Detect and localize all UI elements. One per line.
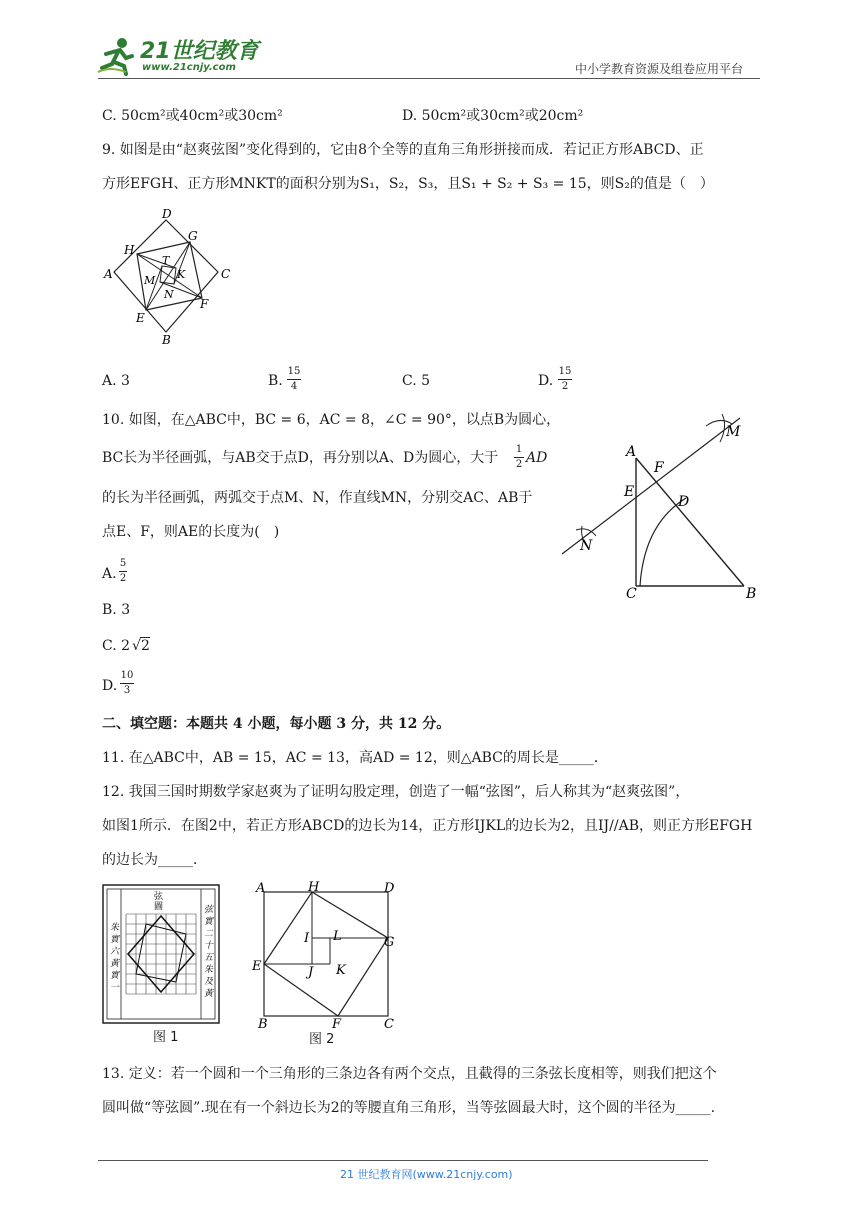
svg-text:及: 及	[204, 977, 214, 987]
label-h: H	[308, 880, 320, 895]
label-k: K	[336, 963, 346, 978]
square-abcd	[264, 892, 388, 1016]
q9-option-a: A. 3	[102, 373, 130, 389]
figure2-caption: 图 2	[309, 1032, 335, 1047]
label-j: J	[308, 965, 314, 980]
label-h: H	[124, 243, 135, 257]
label-l: L	[333, 929, 342, 944]
label-c: C	[384, 1017, 394, 1032]
label-c: C	[221, 267, 231, 281]
figure1-left-label	[110, 922, 121, 993]
q10-option-b: B. 3	[102, 602, 131, 618]
q9-stem-line1: 9. 如图是由“赵爽弦图”变化得到的，它由8个全等的直角三角形拼接而成．若记正方形ABCD、正	[102, 142, 704, 158]
svg-text:實: 實	[204, 917, 214, 927]
label-n: N	[164, 288, 174, 301]
q12-figure2	[250, 880, 410, 1032]
q13-stem-line2: 圆叫做“等弦圆”.现在有一个斜边长为2的等腰直角三角形，当等弦圆最大时，这个圆的半径为_____.	[102, 1100, 716, 1116]
side-ab	[636, 458, 744, 586]
line-mn	[562, 418, 740, 554]
fraction-numerator: 10	[120, 670, 134, 681]
fraction-denominator: 3	[123, 685, 131, 696]
char: 圖	[154, 902, 164, 912]
header-divider	[98, 78, 760, 79]
q12-stem-line1: 12. 我国三国时期数学家赵爽为了证明勾股定理，创造了一幅“弦图”，后人称其为“赵爽弦图”，	[102, 784, 690, 800]
char: 弦	[154, 892, 164, 902]
text-segment: BC长为半径画弧，与AB交于点D，再分别以A、D为圆心，大于	[102, 450, 499, 466]
label-e: E	[252, 959, 262, 974]
logo	[96, 34, 266, 78]
label-m: M	[144, 274, 156, 287]
option-letter: A.	[102, 566, 117, 582]
arc-cd	[640, 498, 686, 586]
q10-stem-line1: 10. 如图，在△ABC中，BC = 6，AC = 8，∠C = 90°，以点B为圆心，	[102, 412, 561, 428]
runner-icon	[96, 36, 136, 76]
inner-square	[136, 924, 186, 982]
q10-figure	[556, 408, 766, 604]
svg-text:二: 二	[204, 929, 214, 939]
q9-option-c: C. 5	[402, 373, 431, 389]
q9-stem-line2: 方形EFGH、正方形MNKT的面积分别为S₁，S₂，S₃，且S₁ + S₂ + S₃ = 15，则S₂的值是（ ）	[102, 176, 714, 192]
q10-stem-line4: 点E、F，则AE的长度为( )	[102, 524, 280, 540]
footer-divider	[98, 1160, 708, 1161]
label-i: I	[304, 931, 310, 946]
grid	[126, 914, 196, 994]
option-letter: D.	[102, 678, 118, 694]
svg-text:黃: 黃	[204, 989, 214, 999]
fraction-bar	[558, 379, 572, 380]
svg-text:黃: 黃	[110, 959, 120, 969]
logo-url: www.21cnjy.com	[142, 62, 236, 73]
label-t: T	[162, 254, 170, 267]
label-f: F	[200, 297, 209, 311]
figure1-right-label	[204, 904, 215, 999]
svg-text:一: 一	[110, 983, 120, 993]
svg-text:朱: 朱	[204, 965, 214, 975]
svg-text:實: 實	[110, 935, 120, 945]
option-letter: D.	[538, 373, 554, 389]
figure1-caption: 图 1	[153, 1030, 179, 1045]
label-d: D	[384, 881, 395, 896]
svg-text:實: 實	[110, 971, 120, 981]
label-b: B	[258, 1017, 268, 1032]
fraction-numerator: 1	[515, 444, 523, 455]
fraction-bar	[287, 379, 301, 380]
q12-stem-line2: 如图1所示．在图2中，若正方形ABCD的边长为14，正方形IJKL的边长为2，且IJ//AB，则正方形EFGH	[102, 818, 753, 834]
label-n: N	[580, 538, 593, 554]
fraction-denominator: 4	[290, 381, 298, 392]
label-e: E	[136, 311, 145, 325]
leg-line	[146, 266, 162, 310]
svg-text:五: 五	[204, 953, 214, 963]
platform-name: 中小学教育资源及组卷应用平台	[575, 62, 744, 76]
option-letter: B.	[268, 373, 283, 389]
q10-stem-line3: 的长为半径画弧，两弧交于点M、N，作直线MN，分别交AC、AB于	[102, 490, 533, 506]
label-d: D	[678, 494, 690, 510]
q8-option-c: C. 50cm²或40cm²或30cm²	[102, 108, 283, 124]
q12-figure1	[102, 884, 222, 1024]
label-f: F	[332, 1017, 342, 1032]
fraction-denominator: 2	[515, 459, 523, 470]
q13-stem-line1: 13. 定义：若一个圆和一个三角形的三条边各有两个交点，且截得的三条弦长度相等，则我们把这个	[102, 1066, 717, 1082]
svg-text:弦: 弦	[204, 905, 214, 915]
option-letter: C. 2	[102, 638, 131, 654]
label-a: A	[626, 444, 637, 460]
radical-sign: √	[132, 638, 141, 654]
label-g: G	[188, 229, 198, 243]
text-segment: AD	[526, 450, 548, 466]
fraction-bar	[514, 457, 524, 458]
label-a: A	[256, 881, 266, 896]
radicand: 2	[141, 638, 150, 654]
section-title: 二、填空题：本题共 4 小题，每小题 3 分，共 12 分。	[102, 716, 451, 732]
label-g: G	[384, 935, 395, 950]
fraction-bar	[120, 683, 134, 684]
q9-figure	[100, 206, 240, 348]
fraction-numerator: 5	[119, 558, 127, 569]
label-b: B	[746, 586, 757, 602]
label-a: A	[104, 267, 113, 281]
fraction-denominator: 2	[119, 573, 127, 584]
leg-line	[137, 254, 176, 268]
label-m: M	[726, 424, 741, 440]
svg-text:朱: 朱	[110, 923, 120, 933]
q11-stem: 11. 在△ABC中，AB = 15，AC = 13，高AD = 12，则△ABC的周长是_____．	[102, 750, 608, 766]
label-c: C	[626, 586, 637, 602]
fraction-numerator: 15	[558, 366, 572, 377]
figure1-top-label	[154, 890, 166, 912]
q12-stem-line3: 的边长为_____．	[102, 852, 207, 868]
label-k: K	[177, 268, 186, 281]
fraction-numerator: 15	[287, 366, 301, 377]
label-b: B	[162, 333, 171, 347]
square-efgh	[264, 892, 388, 1016]
svg-text:十: 十	[204, 941, 214, 951]
logo-title: 21世纪教育	[140, 39, 259, 64]
label-f: F	[654, 460, 664, 476]
fraction-denominator: 2	[561, 381, 569, 392]
footer-source: 21 世纪教育网(www.21cnjy.com)	[340, 1168, 513, 1181]
fraction-bar	[119, 571, 127, 572]
svg-text:六: 六	[110, 947, 120, 957]
label-e: E	[624, 484, 635, 500]
q8-option-d: D. 50cm²或30cm²或20cm²	[402, 108, 584, 124]
square-abcd	[114, 220, 218, 332]
arc-mark-m	[720, 414, 725, 442]
label-d: D	[162, 207, 172, 221]
